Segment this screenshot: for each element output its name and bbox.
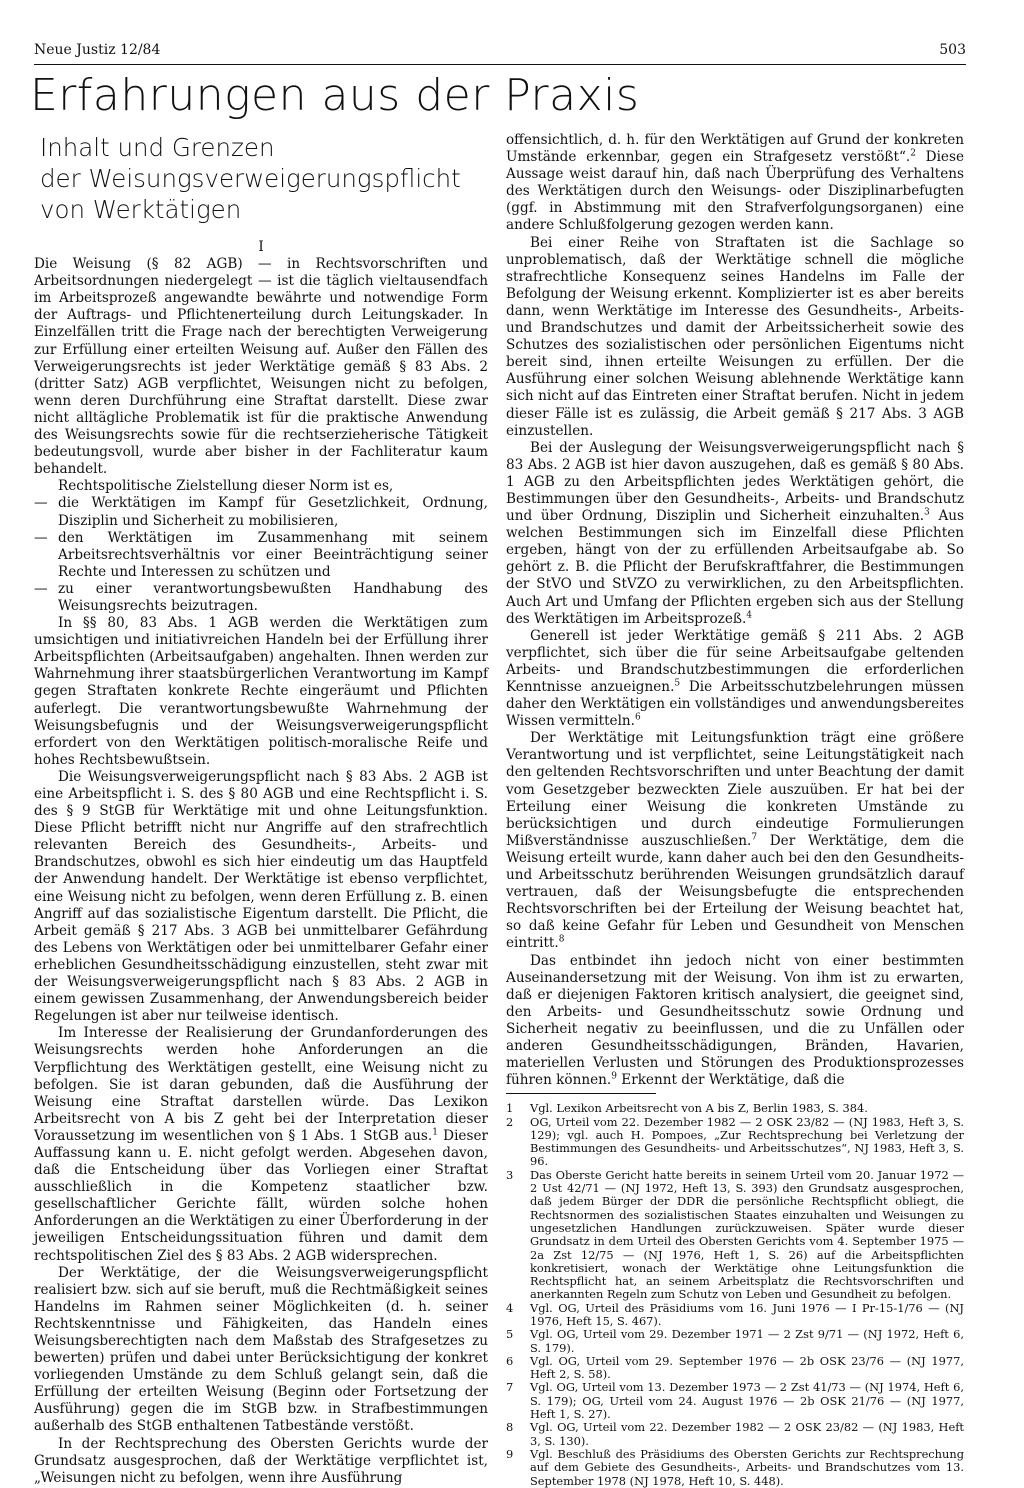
footnote <box>506 1102 964 1115</box>
list-item: — den Werktätigen im Zusammenhang mit seinem Arbeitsrechtsverhältnis vor einer Beeinträchtigung seiner Rechte und Interessen zu schützen und <box>34 530 488 581</box>
article-title-line: Inhalt und Grenzen <box>40 133 275 162</box>
footnote-ref: 1 <box>432 1127 438 1138</box>
paragraph: Rechtspolitische Zielstellung dieser Norm ist es, <box>58 478 394 495</box>
footnote-ref: 3 <box>924 507 930 518</box>
paragraph <box>506 440 964 628</box>
footnote <box>506 1169 964 1302</box>
paragraph: In §§ 80, 83 Abs. 1 AGB werden die Werktätigen zum umsichtigen und initiativreichen Handeln bei der Erfüllung ihrer Arbeitspflichten (Arbeitsaufgaben) angehalten. Ihnen werden zur Wahrnehmung ihrer staatsbürgerlichen Verantwortung im Kampf gegen Straftaten konkrete Rechte eingeräumt und Pflichten auferlegt. Die verantwortungsbewußte Wahrnehmung der Weisungsbefugnis und der Weisungsverweigerungspflicht erfordert von den Werktätigen politisch-moralische Reife und hohes Rechtsbewußtsein. <box>34 615 488 768</box>
left-column <box>34 132 488 1487</box>
text-run: Der Werktätige, dem die Weisung erteilt wurde, kann daher auch bei den den Gesundheits- und Arbeitsschutz berührenden Weisungen grundsätzlich darauf vertrauen, daß der Weisungsbefugte die entsprechenden Rechtsvorschriften bei der Erteilung der Weisung beachtet hat, so daß keine Gefahr für Leben und Gesundheit von Menschen eintritt. <box>506 832 965 952</box>
journal-header: Neue Justiz 12/84 <box>34 42 161 58</box>
paragraph: Die Weisungsverweigerungspflicht nach § 83 Abs. 2 AGB ist eine Arbeitspflicht i. S. des § 80 AGB und eine Rechtspflicht i. S. des § 9 StGB für Werktätige mit und ohne Leitungsfunktion. Diese Pflicht betrifft nicht nur Angriffe auf den strafrechtlich relevanten Bereich des Gesundheits-, Arbeits- und Brandschutzes, obwohl es sich hier eindeutig um das Hauptfeld der Anwendung handelt. Der Werktätige ist ebenso verpflichtet, eine Weisung nicht zu befolgen, wenn deren Erfüllung z. B. einen Angriff auf das sozialistische Eigentum darstellt. Die Pflicht, die Arbeit gemäß § 217 Abs. 3 AGB bei unmittelbarer Gefährdung des Lebens von Werktätigen oder bei unmittelbarer Gefahr einer erheblichen Gesundheitsschädigung einzustellen, steht zwar mit der Weisungsverweigerungspflicht nach § 83 Abs. 2 AGB in einem gewissen Zusammenhang, der Anwendungsbereich beider Regelungen ist aber nur teilweise identisch. <box>34 768 488 1025</box>
article-title-line: der Weisungsverweigerungspflicht <box>40 164 461 193</box>
paragraph <box>506 132 964 235</box>
footnote-text: Vgl. OG, Urteil des Präsidiums vom 16. Juni 1976 — I Pr-15-1/76 — (NJ 1976, Heft 15, S. 467). <box>530 1300 964 1328</box>
footnote-number: 1 <box>506 1101 514 1116</box>
right-column <box>506 132 964 1488</box>
footnote <box>506 1421 964 1448</box>
paragraph: In der Rechtsprechung des Obersten Gerichts wurde der Grundsatz ausgesprochen, daß der Werktätige verpflichtet ist, „Weisungen nicht zu befolgen, wenn ihre Ausführung <box>34 1435 488 1486</box>
article-title <box>40 132 488 225</box>
section-title: Erfahrungen aus der Praxis <box>30 70 640 121</box>
paragraph <box>34 1025 488 1264</box>
footnote-text: Vgl. OG, Urteil vom 29. Dezember 1971 — 2 Zst 9/71 — (NJ 1972, Heft 6, S. 179). <box>530 1327 964 1355</box>
header-rule <box>34 64 966 65</box>
footnote-number: 6 <box>506 1353 514 1368</box>
paragraph <box>506 953 964 1090</box>
text-run: Der Werktätige mit Leitungsfunktion trägt eine größere Verantwortung und ist verpflichtet, seine Leitungstätigkeit nach den geltenden Rechtsvorschriften und unter Beachtung der damit vom Gesetzgeber bezweckten Ziele auszuüben. Er hat bei der Erteilung einer Weisung die konkreten Umstände zu berücksichtigen und durch eindeutige Formulierungen Mißverständnisse auszuschließen. <box>506 730 964 849</box>
text-run: Im Interesse der Realisierung der Grundanforderungen des Weisungsrechts werden hohe Anforderungen an die Verpflichtung des Werktätigen gestellt, eine Weisung nicht zu befolgen. Sie ist daran gebunden, daß die Ausführung der Weisung eine Straftat darstellen würde. Das Lexikon Arbeitsrecht von A bis Z geht bei der Interpretation dieser Voraussetzung im wesentlichen von § 1 Abs. 1 StGB aus. <box>34 1025 488 1144</box>
footnote-ref: 4 <box>746 610 753 621</box>
footnote-text: OG, Urteil vom 22. Dezember 1982 — 2 OSK 23/82 — (NJ 1983, Heft 3, S. 129); vgl. auch H. Pompoes, „Zur Rechtsprechung bei Verletzung der Bestimmungen des Gesundheits- und Arbeitsschutzes“, NJ 1983, Heft 3, S. 96. <box>530 1114 964 1169</box>
footnote <box>506 1448 964 1488</box>
text-run: Bei der Auslegung der Weisungsverweigerungspflicht nach § 83 Abs. 2 AGB ist hier davon auszugehen, daß es gemäß § 80 Abs. 1 AGB zu den Arbeitspflichten jedes Werktätigen gehört, die Bestimmungen über den Gesundheits-, Arbeits- und Brandschutz und über Ordnung, Disziplin und Sicherheit einzuhalten. <box>506 439 964 525</box>
footnote-ref: 5 <box>674 678 681 689</box>
footnote <box>506 1116 964 1169</box>
text-run: Erkennt der Werktätige, daß die <box>616 1072 845 1089</box>
footnote-number: 8 <box>506 1420 514 1435</box>
list-item: — die Werktätigen im Kampf für Gesetzlichkeit, Ordnung, Disziplin und Sicherheit zu mobilisieren, <box>34 495 488 529</box>
footnote-text: Vgl. OG, Urteil vom 29. September 1976 — 2b OSK 23/76 — (NJ 1977, Heft 2, S. 58). <box>530 1353 964 1382</box>
footnote-number: 9 <box>506 1446 514 1461</box>
text-run: Dieser Auffassung kann u. E. nicht gefolgt werden. Abgesehen davon, daß die Entscheidung über das Vorliegen einer Straftat ausschließlich in die Kompetenz staatlicher bzw. gesellschaftlicher Gerichte fällt, würden solche hohen Anforderungen an die Werktätigen zu einer Überforderung in der jeweiligen Entscheidungssituation führen und damit dem rechtspolitischen Ziel des § 83 Abs. 2 AGB widersprechen. <box>34 1127 488 1264</box>
text-run: Das entbindet ihn jedoch nicht von einer bestimmten Auseinandersetzung mit der Weisung. Von ihm ist zu erwarten, daß er diejenigen Faktoren kritisch analysiert, die geeignet sind, den Arbeits- und Gesundheitsschutz sowie Ordnung und Sicherheit negativ zu beeinflussen, und die zu Unfällen oder anderen Gesundheitsschädigungen, Bränden, Havarien, materiellen Verlusten und Störungen des Produktionsprozesses führen können. <box>506 952 964 1089</box>
footnote-number: 4 <box>506 1300 514 1315</box>
paragraph: Bei einer Reihe von Straftaten ist die Sachlage so unproblematisch, daß der Werktätige schnell die mögliche strafrechtliche Konsequenz seines Handelns im Falle der Befolgung der Weisung erkennt. Komplizierter ist es aber bereits dann, wenn Werktätige im Interesse des Gesundheits-, Arbeits- und Brandschutzes und damit der Arbeitssicherheit sowie des Schutzes des sozialistischen oder persönlichen Eigentums nicht bereit sind, ihnen erteilte Weisungen zu erfüllen. Der die Ausführung einer solchen Weisung ablehnende Werktätige kann sich nicht auf das Eintreten einer Straftat berufen. Nicht in jedem dieser Fälle ist es zulässig, die Arbeit gemäß § 217 Abs. 3 AGB einzustellen. <box>506 234 964 439</box>
paragraph <box>506 730 964 952</box>
dash-list <box>34 495 488 615</box>
footnote-ref: 2 <box>910 148 916 159</box>
paragraph <box>506 628 964 731</box>
footnote-number: 3 <box>506 1167 514 1182</box>
footnote-text: Vgl. Lexikon Arbeitsrecht von A bis Z, Berlin 1983, S. 384. <box>530 1101 868 1116</box>
footnote <box>506 1302 964 1329</box>
paragraph: Die Weisung (§ 82 AGB) — in Rechtsvorschriften und Arbeitsordnungen niedergelegt — ist die täglich vieltausendfach im Arbeitsprozeß angewandte bewährte und notwendige Form der Auftrags- und Pflichtenerteilung durch Leitungskader. In Einzelfällen tritt die Frage nach der berechtigten Verweigerung zur Erfüllung einer erteilten Weisung auf. Außer den Fällen des Verweigerungsrechts ist jeder Werktätige gemäß § 83 Abs. 2 (dritter Satz) AGB verpflichtet, Weisungen nicht zu befolgen, wenn deren Durchführung eine Straftat darstellt. Diese zwar nicht alltägliche Problematik ist für die praktische Anwendung des Weisungsrechts sowie für die rechtserzieherische Tätigkeit bedeutungsvoll, wurde aber bisher in der Fachliteratur kaum behandelt. <box>34 256 488 478</box>
text-run: Aus welchen Bestimmungen sich im Einzelfall diese Pflichten ergeben, hängt von der zu erfüllenden Arbeitsaufgabe ab. So gehört z. B. die Pflicht der Berufskraftfahrer, die Bestimmungen der StVO und StVZO zu verwirklichen, zu den Arbeitspflichten. Auch Art und Umfang der Pflichten ergeben sich aus der Stellung des Werktätigen im Arbeitsprozeß. <box>506 508 965 627</box>
footnote-text: Das Oberste Gericht hatte bereits in seinem Urteil vom 20. Januar 1972 — 2 Ust 42/71 — (NJ 1972, Heft 13, S. 393) den Grundsatz ausgesprochen, daß jedem Bürger der DDR die persönliche Rechtspflicht obliegt, die Rechtsnormen des sozialistischen Staates einzuhalten und Weisungen zu ungesetzlichen Handlungen zurückzuweisen. Später wurde dieser Grundsatz in dem Urteil des Obersten Gerichts vom 4. September 1975 — 2a Zst 12/75 — (NJ 1976, Heft 1, S. 26) auf die Arbeitspflichten konkretisiert, wonach der Werktätige ohne Leitungsfunktion die Rechtspflicht hat, an seinem Arbeitsplatz die Rechtsvorschriften und anerkannten Regeln zum Schutz von Leben und Gesundheit zu befolgen. <box>530 1167 964 1302</box>
footnote-text: Vgl. OG, Urteil vom 22. Dezember 1982 — 2 OSK 23/82 — (NJ 1983, Heft 3, S. 130). <box>530 1420 964 1448</box>
footnote-number: 7 <box>506 1380 514 1395</box>
list-item: — zu einer verantwortungsbewußten Handhabung des Weisungsrechts beizutragen. <box>34 581 488 615</box>
page-number: 503 <box>939 42 966 58</box>
text-run: Generell ist jeder Werktätige gemäß § 211 Abs. 2 AGB verpflichtet, sich über die für seine Arbeitsaufgabe geltenden Arbeits- und Brandschutzbestimmungen die erforderlichen Kenntnisse anzueignen. <box>506 627 964 695</box>
footnote-text: Vgl. OG, Urteil vom 13. Dezember 1973 — 2 Zst 41/73 — (NJ 1974, Heft 6, S. 179); OG, Urteil vom 24. August 1976 — 2b OSK 21/76 — (NJ 1977, Heft 1, S. 27). <box>530 1380 964 1422</box>
footnote-rule <box>506 1093 656 1094</box>
footnote-ref: 7 <box>751 832 758 843</box>
footnote <box>506 1381 964 1421</box>
article-title-line: von Werktätigen <box>40 195 242 224</box>
footnote <box>506 1328 964 1355</box>
footnote-ref: 6 <box>635 712 641 723</box>
footnotes <box>506 1102 964 1488</box>
text-run: offensichtlich, d. h. für den Werktätigen auf Grund der konkreten Umstände erkennbar, gegen ein Strafgesetz verstößt“. <box>506 132 964 166</box>
footnote-ref: 8 <box>558 934 565 945</box>
footnote-number: 2 <box>506 1114 514 1129</box>
section-numeral: I <box>258 239 264 255</box>
text-run: Diese Aussage weist darauf hin, daß nach Überprüfung des Verhaltens des Werktätigen durch den Weisungs- oder Disziplinarbefugten (ggf. in Abstimmung mit den Strafverfolgungsorganen) eine andere Schlußfolgerung gezogen werden kann. <box>506 149 964 234</box>
text-run: Die Arbeitsschutzbelehrungen müssen daher den Werktätigen ein vollständiges und anwendungsbereites Wissen vermitteln. <box>506 679 964 730</box>
footnote <box>506 1355 964 1382</box>
footnote-number: 5 <box>506 1327 514 1342</box>
footnote-text: Vgl. Beschluß des Präsidiums des Obersten Gerichts zur Rechtsprechung auf dem Gebiete des Gesundheits-, Arbeits- und Brandschutzes vom 13. September 1978 (NJ 1978, Heft 10, S. 448). <box>530 1446 964 1488</box>
paragraph: Der Werktätige, der die Weisungsverweigerungspflicht realisiert bzw. sich auf sie beruft, muß die Rechtmäßigkeit seines Handelns im Rahmen seiner Möglichkeiten (d. h. seiner Rechtskenntnisse und Fähigkeiten, das Handeln eines Weisungsberechtigten nach dem Maßstab des Strafgesetzes zu bewerten) prüfen und dabei unter Berücksichtigung der konkret vorliegenden Umstände zu dem Schluß gelangt sein, daß die Erfüllung der erteilten Weisung (Beginn oder Fortsetzung der Ausführung) gegen die im StGB bzw. in Strafbestimmungen außerhalb des StGB enthaltenen Tatbestände verstößt. <box>34 1264 488 1435</box>
footnote-ref: 9 <box>611 1071 617 1082</box>
